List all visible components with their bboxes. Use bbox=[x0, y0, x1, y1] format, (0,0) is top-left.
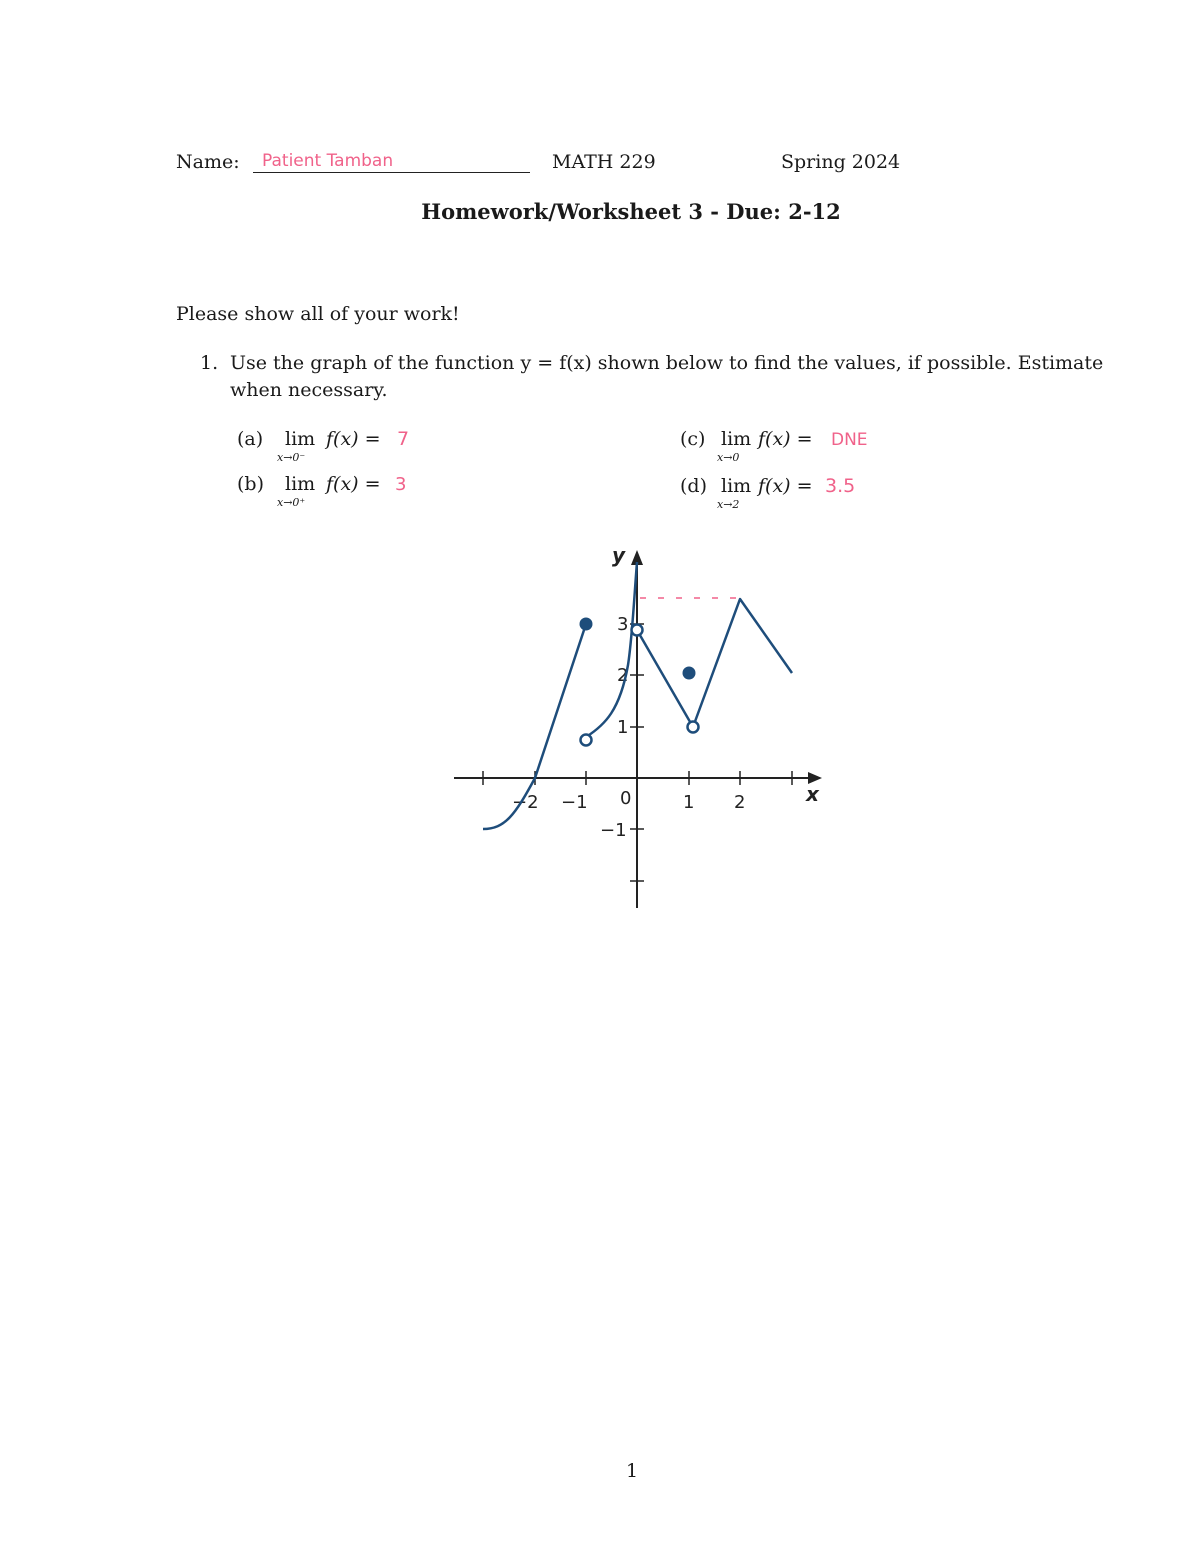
name-label: Name: bbox=[176, 151, 240, 173]
part-a-answer: 7 bbox=[397, 428, 410, 450]
part-c-expr: f(x) = bbox=[758, 428, 813, 450]
y-axis-label: y bbox=[612, 543, 626, 567]
part-d-sub: x→2 bbox=[717, 498, 740, 511]
x-axis-label: x bbox=[806, 782, 819, 806]
open-point bbox=[632, 625, 643, 636]
x-tick-label: −2 bbox=[512, 792, 539, 813]
x-tick-label: 0 bbox=[620, 788, 632, 809]
part-c-label: (c) bbox=[680, 428, 706, 450]
open-point bbox=[581, 735, 592, 746]
part-c-answer: DNE bbox=[831, 430, 868, 450]
part-b-answer: 3 bbox=[395, 474, 407, 495]
part-c-lim: lim bbox=[721, 428, 752, 450]
x-tick-label: 2 bbox=[734, 792, 746, 813]
term-label: Spring 2024 bbox=[781, 151, 901, 173]
y-tick-label: 3 bbox=[617, 614, 629, 635]
course-label: MATH 229 bbox=[552, 151, 656, 173]
part-b-sub: x→0⁺ bbox=[277, 496, 306, 509]
curve-segment-right bbox=[637, 599, 792, 727]
problem-text-line2: when necessary. bbox=[230, 379, 388, 401]
y-tick-label: −1 bbox=[600, 820, 627, 841]
part-d-answer: 3.5 bbox=[825, 475, 856, 497]
part-b-lim: lim bbox=[285, 473, 316, 495]
page-number: 1 bbox=[625, 1460, 639, 1482]
part-d-label: (d) bbox=[680, 475, 707, 497]
part-d-expr: f(x) = bbox=[758, 475, 813, 497]
part-a-sub: x→0⁻ bbox=[277, 451, 306, 464]
filled-point bbox=[683, 667, 696, 680]
problem-text-line1: Use the graph of the function y = f(x) shown below to find the values, if possible. Estimate bbox=[230, 352, 1104, 374]
part-c-sub: x→0 bbox=[717, 451, 740, 464]
part-d-lim: lim bbox=[721, 475, 752, 497]
part-b-label: (b) bbox=[237, 473, 264, 495]
x-tick-label: −1 bbox=[561, 792, 588, 813]
part-a-expr: f(x) = bbox=[326, 428, 381, 450]
part-a-label: (a) bbox=[237, 428, 264, 450]
part-a-lim: lim bbox=[285, 428, 316, 450]
x-tick-label: 1 bbox=[683, 792, 695, 813]
instructions: Please show all of your work! bbox=[176, 303, 460, 325]
filled-point bbox=[580, 618, 593, 631]
y-tick-label: 2 bbox=[617, 665, 629, 686]
page-title: Homework/Worksheet 3 - Due: 2-12 bbox=[421, 199, 841, 224]
y-tick-label: 1 bbox=[617, 717, 629, 738]
problem-number: 1. bbox=[200, 352, 219, 374]
open-point bbox=[688, 722, 699, 733]
part-b-expr: f(x) = bbox=[326, 473, 381, 495]
curve-segment-middle bbox=[586, 562, 637, 737]
name-value: Patient Tamban bbox=[262, 151, 394, 171]
